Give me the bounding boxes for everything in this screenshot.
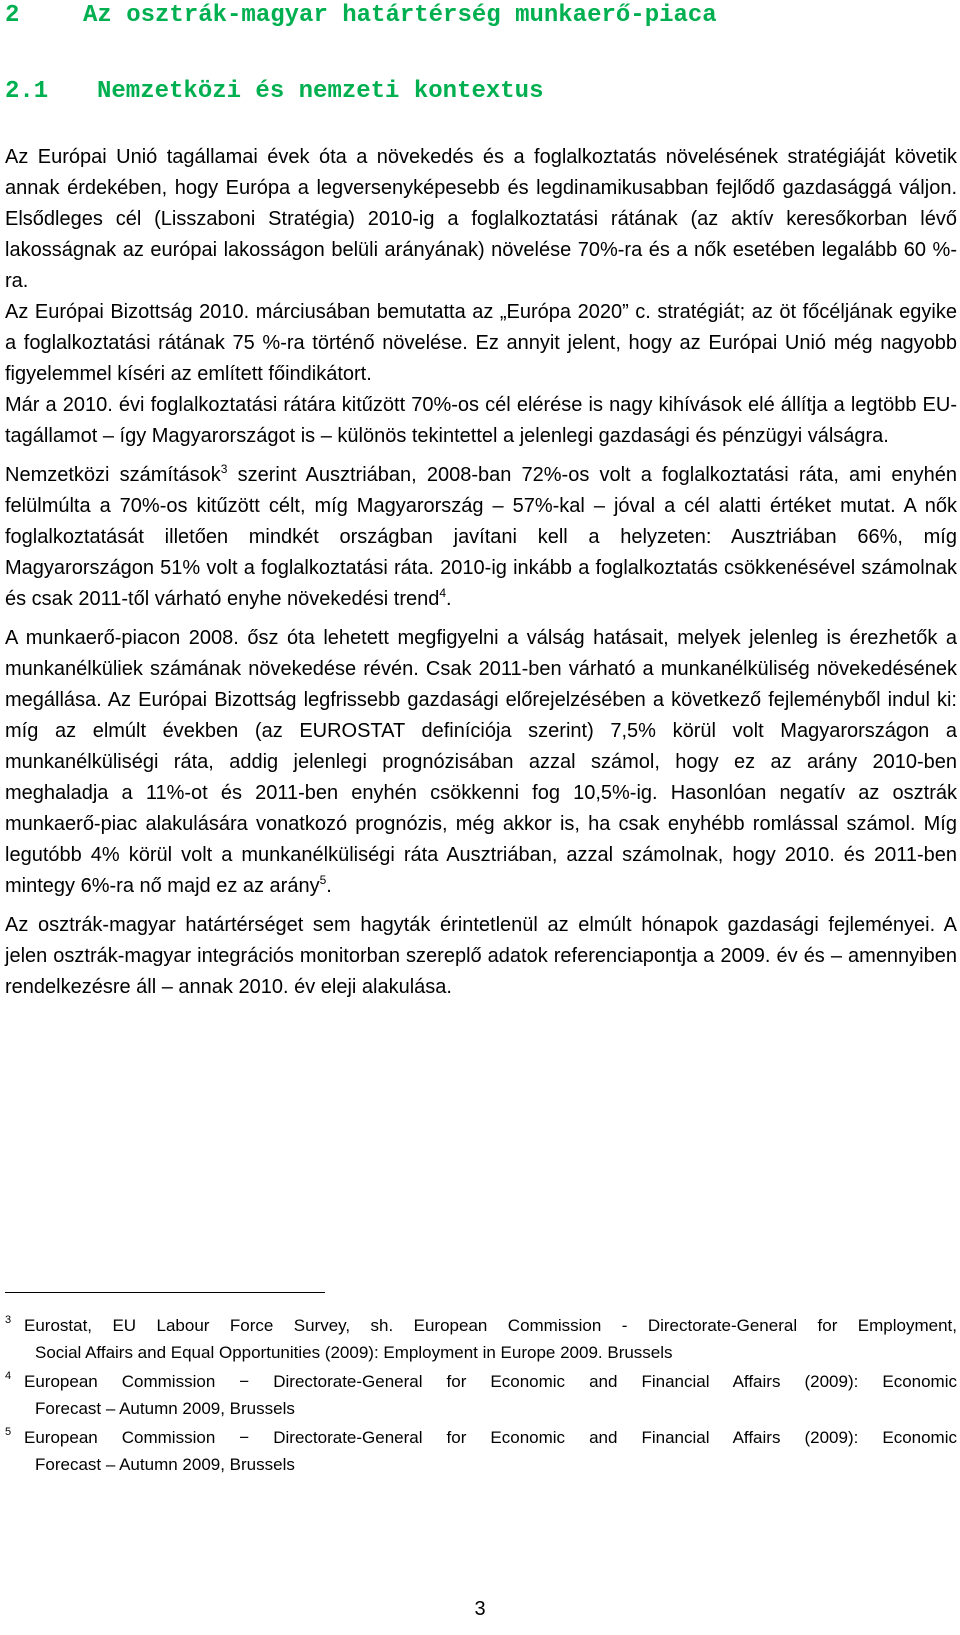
paragraph: Az Európai Unió tagállamai évek óta a növekedés és a foglalkoztatás növelésének stratégiáját követik annak érdekében, hogy Európa a legversenyképesebb és legdinamikusabban fejlődő gazdasággá váljon. Elsődleges cél (Lisszaboni Stratégia) 2010-ig a foglalkoztatási rátának (az aktív keresőkorban lévő lakosságnak az európai lakosságon belüli arányának) növelése 70%-ra és a nők esetében legalább 60 %-ra. bbox=[5, 146, 957, 292]
paragraph bbox=[5, 460, 957, 615]
footnote-body bbox=[24, 1368, 957, 1422]
paragraph: Az Európai Bizottság 2010. márciusában bemutatta az „Európa 2020” c. stratégiát; az öt főcéljának egyike a foglalkoztatási rátának 75 %-ra történő növelése. Ez annyit jelent, hogy az Európai Unió még nagyobb figyelemmel kíséri az említett főindikátort. bbox=[5, 301, 957, 385]
footnote bbox=[5, 1312, 957, 1366]
paragraph-text: . bbox=[326, 875, 332, 897]
page-number: 3 bbox=[474, 1598, 486, 1620]
section-number: 2.1 bbox=[5, 78, 49, 105]
footnotes bbox=[5, 1312, 957, 1480]
footnote-text: Social Affairs and Equal Opportunities (2009): Employment in Europe 2009. Brussels bbox=[35, 1343, 673, 1362]
footnote-reference[interactable]: 5 bbox=[319, 873, 327, 887]
footnote-text: European Commission − Directorate-General for Economic and Financial Affairs (2009): Economic bbox=[24, 1428, 957, 1447]
footnote-text: Eurostat, EU Labour Force Survey, sh. European Commission - Directorate-General for Employment, bbox=[24, 1316, 957, 1335]
paragraph-text: szerint Ausztriában, 2008-ban 72%-os volt a foglalkoztatási ráta, ami enyhén felülmúlta a 70%-os kitűzött célt, míg Magyarország – 57%-kal – jóval a cél alatti értéket mutat. A nők foglalkoztatását illetően mindkét országban javítani kell a helyzeten: Ausztriában 66%, míg Magyarországon 51% volt a foglalkoztatási ráta. 2010-ig inkább a foglalkoztatás csökkenésével számolnak és csak 2011-től várható enyhe növekedési trend bbox=[5, 464, 957, 610]
paragraph bbox=[5, 623, 957, 902]
footnote bbox=[5, 1424, 957, 1478]
footnote-mark: 3 bbox=[5, 1314, 12, 1326]
body-text bbox=[5, 142, 957, 1011]
chapter-number: 2 bbox=[5, 2, 20, 29]
paragraph-text: A munkaerő-piacon 2008. ősz óta lehetett megfigyelni a válság hatásait, melyek jelenleg is érezhetők a munkanélküliek számának növekedése révén. Csak 2011-ben várható a munkanélküliség növekedésének megállása. Az Európai Bizottság legfrissebb gazdasági előrejelzésében a következő fejleményből indul ki: míg az elmúlt években (az EUROSTAT definíciója szerint) 7,5% körül volt Magyarországon a munkanélküliségi ráta, addig jelenlegi prognózisában azzal számol, hogy ez az arány 2010-ben meghaladja a 11%-ot és 2011-ben enyhén csökkenni fog 10,5%-ig. Hasonlóan negatív az osztrák munkaerő-piac alakulására vonatkozó prognózis, még akkor is, ha csak enyhébb romlással számol. Míg legutóbb 4% körül volt a munkanélküliségi ráta Ausztriában, azzal számolnak, hogy 2010. és 2011-ben mintegy 6%-ra nő majd ez az arány bbox=[5, 627, 957, 897]
footnote-text: Forecast – Autumn 2009, Brussels bbox=[35, 1399, 295, 1418]
footnote-text: European Commission − Directorate-General for Economic and Financial Affairs (2009): Economic bbox=[24, 1372, 957, 1391]
footnote-reference[interactable]: 4 bbox=[439, 586, 447, 600]
section-heading bbox=[5, 78, 543, 105]
section-title: Nemzetközi és nemzeti kontextus bbox=[97, 78, 544, 105]
chapter-title: Az osztrák-magyar határtérség munkaerő-piaca bbox=[83, 2, 717, 29]
footnote-mark: 4 bbox=[5, 1370, 12, 1382]
footnote-text: Forecast – Autumn 2009, Brussels bbox=[35, 1455, 295, 1474]
paragraph-text: . bbox=[446, 588, 452, 610]
footnote-separator bbox=[5, 1292, 325, 1293]
footnote-body bbox=[24, 1424, 957, 1478]
footnote-mark: 5 bbox=[5, 1426, 12, 1438]
paragraph-text: Nemzetközi számítások bbox=[5, 464, 221, 486]
chapter-heading bbox=[5, 2, 717, 29]
footnote-body bbox=[24, 1312, 957, 1366]
footnote bbox=[5, 1368, 957, 1422]
paragraph: Már a 2010. évi foglalkoztatási rátára kitűzött 70%-os cél elérése is nagy kihívások elé állítja a legtöbb EU-tagállamot – így Magyarországot is – különös tekintettel a jelenlegi gazdasági és pénzügyi válságra. bbox=[5, 394, 957, 447]
paragraph: Az osztrák-magyar határtérséget sem hagyták érintetlenül az elmúlt hónapok gazdasági fejleményei. A jelen osztrák-magyar integrációs monitorban szereplő adatok referenciapontja a 2009. év és – amennyiben rendelkezésre áll – annak 2010. év eleji alakulása. bbox=[5, 914, 957, 998]
footnote-reference[interactable]: 3 bbox=[220, 462, 228, 476]
